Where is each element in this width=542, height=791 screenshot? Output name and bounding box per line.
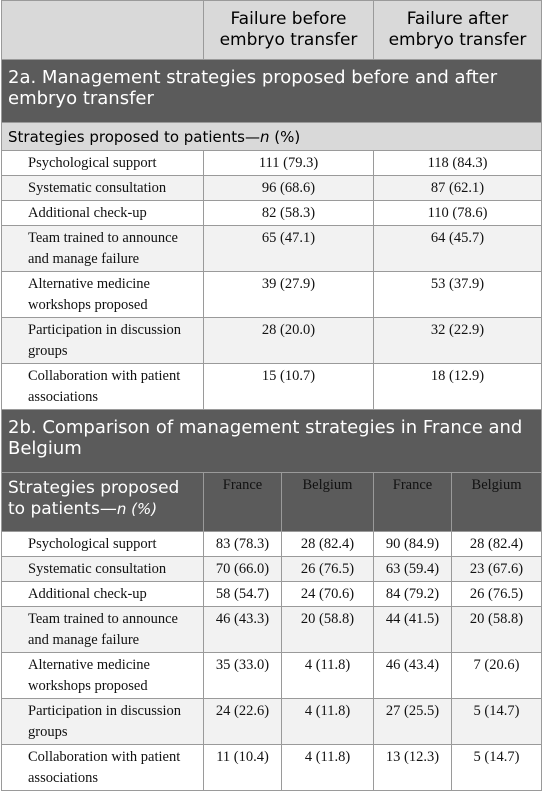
colhdr-suffix: (%): [126, 500, 158, 518]
value-before: 111 (79.3): [204, 151, 374, 176]
row-label: Collaboration with patient associations: [2, 745, 204, 791]
value-before: 39 (27.9): [204, 272, 374, 318]
value-france-after: 63 (59.4): [374, 557, 452, 582]
table-row: [2, 176, 542, 201]
header-after-transfer: Failure after embryo transfer: [374, 1, 542, 60]
value-before: 96 (68.6): [204, 176, 374, 201]
value-belgium-after: 26 (76.5): [452, 582, 542, 607]
row-label: Participation in discussion groups: [2, 318, 204, 364]
section-b-column-header-row: [2, 473, 542, 532]
colhdr-n: n: [116, 500, 127, 518]
subheader-n: n: [259, 128, 270, 146]
subheader-suffix: (%): [269, 128, 301, 146]
value-france-after: 46 (43.4): [374, 653, 452, 699]
value-france-after: 90 (84.9): [374, 532, 452, 557]
row-label: Additional check-up: [2, 582, 204, 607]
row-label: Alternative medicine workshops proposed: [2, 272, 204, 318]
value-belgium-after: 28 (82.4): [452, 532, 542, 557]
value-belgium-after: 20 (58.8): [452, 607, 542, 653]
value-after: 64 (45.7): [374, 226, 542, 272]
value-belgium-before: 4 (11.8): [282, 653, 374, 699]
row-label: Psychological support: [2, 532, 204, 557]
section-a-title: 2a. Management strategies proposed before and after embryo transfer: [2, 60, 542, 123]
table-row: [2, 364, 542, 410]
value-belgium-after: 23 (67.6): [452, 557, 542, 582]
value-belgium-before: 4 (11.8): [282, 745, 374, 791]
value-france-before: 35 (33.0): [204, 653, 282, 699]
value-belgium-before: 28 (82.4): [282, 532, 374, 557]
value-after: 53 (37.9): [374, 272, 542, 318]
value-france-after: 27 (25.5): [374, 699, 452, 745]
value-belgium-before: 20 (58.8): [282, 607, 374, 653]
colhdr-prefix: Strategies proposed to patients—: [8, 478, 180, 519]
section-a-subheader-row: [2, 123, 542, 151]
header-before-transfer: Failure before embryo transfer: [204, 1, 374, 60]
value-after: 110 (78.6): [374, 201, 542, 226]
value-after: 18 (12.9): [374, 364, 542, 410]
table-row: [2, 607, 542, 653]
header-france-after: France: [374, 473, 452, 532]
value-france-after: 84 (79.2): [374, 582, 452, 607]
value-france-before: 46 (43.3): [204, 607, 282, 653]
value-france-after: 13 (12.3): [374, 745, 452, 791]
table-row: [2, 745, 542, 791]
row-label: Systematic consultation: [2, 557, 204, 582]
value-before: 28 (20.0): [204, 318, 374, 364]
table-row: [2, 151, 542, 176]
value-belgium-before: 4 (11.8): [282, 699, 374, 745]
section-b-title-row: [2, 410, 542, 473]
table-row: [2, 557, 542, 582]
row-label: Alternative medicine workshops proposed: [2, 653, 204, 699]
value-belgium-after: 7 (20.6): [452, 653, 542, 699]
table-row: [2, 699, 542, 745]
table-row: [2, 582, 542, 607]
value-belgium-after: 5 (14.7): [452, 699, 542, 745]
row-label: Psychological support: [2, 151, 204, 176]
table-row: [2, 201, 542, 226]
value-france-after: 44 (41.5): [374, 607, 452, 653]
value-belgium-before: 26 (76.5): [282, 557, 374, 582]
value-after: 32 (22.9): [374, 318, 542, 364]
row-label: Collaboration with patient associations: [2, 364, 204, 410]
value-after: 118 (84.3): [374, 151, 542, 176]
value-belgium-after: 5 (14.7): [452, 745, 542, 791]
value-france-before: 11 (10.4): [204, 745, 282, 791]
table-row: [2, 318, 542, 364]
header-france-before: France: [204, 473, 282, 532]
row-label: Team trained to announce and manage failure: [2, 226, 204, 272]
value-after: 87 (62.1): [374, 176, 542, 201]
table-row: [2, 653, 542, 699]
value-france-before: 70 (66.0): [204, 557, 282, 582]
table-row: [2, 532, 542, 557]
row-label: Participation in discussion groups: [2, 699, 204, 745]
row-label: Team trained to announce and manage failure: [2, 607, 204, 653]
section-b-strategies-header: [2, 473, 204, 532]
table-row: [2, 226, 542, 272]
table-header-row: [2, 1, 542, 60]
subheader-prefix: Strategies proposed to patients—: [8, 128, 260, 146]
value-before: 82 (58.3): [204, 201, 374, 226]
row-label: Systematic consultation: [2, 176, 204, 201]
section-b-title: 2b. Comparison of management strategies in France and Belgium: [2, 410, 542, 473]
value-france-before: 83 (78.3): [204, 532, 282, 557]
value-belgium-before: 24 (70.6): [282, 582, 374, 607]
value-before: 15 (10.7): [204, 364, 374, 410]
value-france-before: 58 (54.7): [204, 582, 282, 607]
strategies-table: [1, 0, 542, 791]
header-blank-cell: [2, 1, 204, 60]
value-france-before: 24 (22.6): [204, 699, 282, 745]
section-a-subheader: [2, 123, 542, 151]
value-before: 65 (47.1): [204, 226, 374, 272]
header-belgium-after: Belgium: [452, 473, 542, 532]
section-a-title-row: [2, 60, 542, 123]
row-label: Additional check-up: [2, 201, 204, 226]
header-belgium-before: Belgium: [282, 473, 374, 532]
table-row: [2, 272, 542, 318]
